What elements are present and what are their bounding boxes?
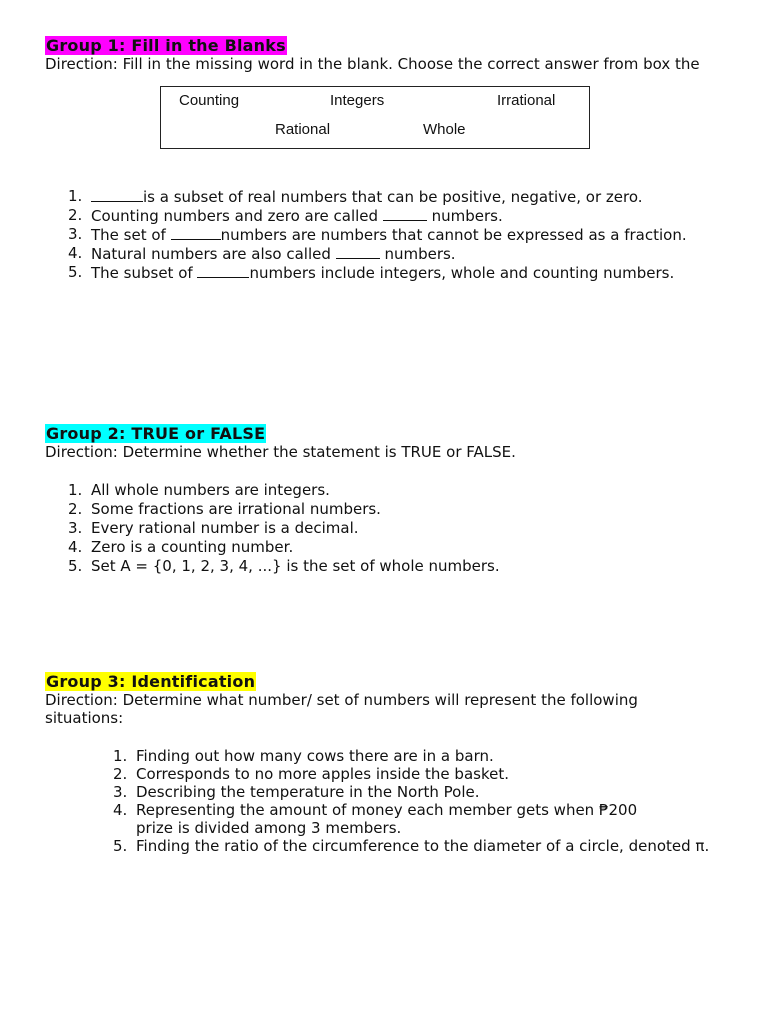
group1-section [45, 36, 725, 73]
list-item: 2. Corresponds to no more apples inside the basket. [113, 765, 509, 783]
answer-blank[interactable] [197, 263, 249, 278]
list-item: 5. Finding the ratio of the circumference to the diameter of a circle, denoted π. [113, 837, 710, 855]
list-item: 5. The subset of numbers include integers, whole and counting numbers. [68, 263, 675, 282]
list-item: 1. All whole numbers are integers. [68, 481, 330, 499]
group3-section [45, 672, 725, 855]
group3-direction: Direction: Determine what number/ set of numbers will represent the following situations: [45, 691, 638, 727]
group2-direction: Direction: Determine whether the statement is TRUE or FALSE. [45, 443, 516, 461]
group1-questions [45, 187, 725, 282]
list-item: 1. Finding out how many cows there are in a barn. [113, 747, 494, 765]
choice-counting: Counting [179, 92, 240, 109]
group2-section [45, 424, 725, 575]
list-item: 3. The set of numbers are numbers that cannot be expressed as a fraction. [68, 225, 687, 244]
list-item: 4. Representing the amount of money each member gets when ₱200 prize is divided among 3 members. [113, 801, 638, 837]
list-item: 5. Set A = {0, 1, 2, 3, 4, ...} is the set of whole numbers. [68, 557, 500, 575]
answer-blank[interactable] [91, 187, 143, 202]
group3-heading: Group 3: Identification [46, 672, 256, 691]
choice-integers: Integers [330, 92, 385, 109]
list-item: 3. Every rational number is a decimal. [68, 519, 359, 537]
choice-rational: Rational [275, 121, 331, 138]
answer-blank[interactable] [171, 225, 221, 240]
group1-direction: Direction: Fill in the missing word in the blank. Choose the correct answer from box the [45, 55, 700, 73]
list-item: 2. Counting numbers and zero are called numbers. [68, 206, 503, 225]
choice-whole: Whole [423, 121, 466, 138]
group2-heading: Group 2: TRUE or FALSE [46, 424, 266, 443]
group1-heading: Group 1: Fill in the Blanks [46, 36, 286, 55]
choices-box [160, 86, 590, 149]
list-item: 2. Some fractions are irrational numbers. [68, 500, 381, 518]
list-item: 1. is a subset of real numbers that can be positive, negative, or zero. [68, 187, 643, 206]
answer-blank[interactable] [383, 206, 427, 221]
answer-blank[interactable] [336, 244, 380, 259]
list-item: 4. Natural numbers are also called numbers. [68, 244, 456, 263]
list-item: 4. Zero is a counting number. [68, 538, 294, 556]
list-item: 3. Describing the temperature in the North Pole. [113, 783, 480, 801]
choice-irrational: Irrational [497, 92, 556, 109]
